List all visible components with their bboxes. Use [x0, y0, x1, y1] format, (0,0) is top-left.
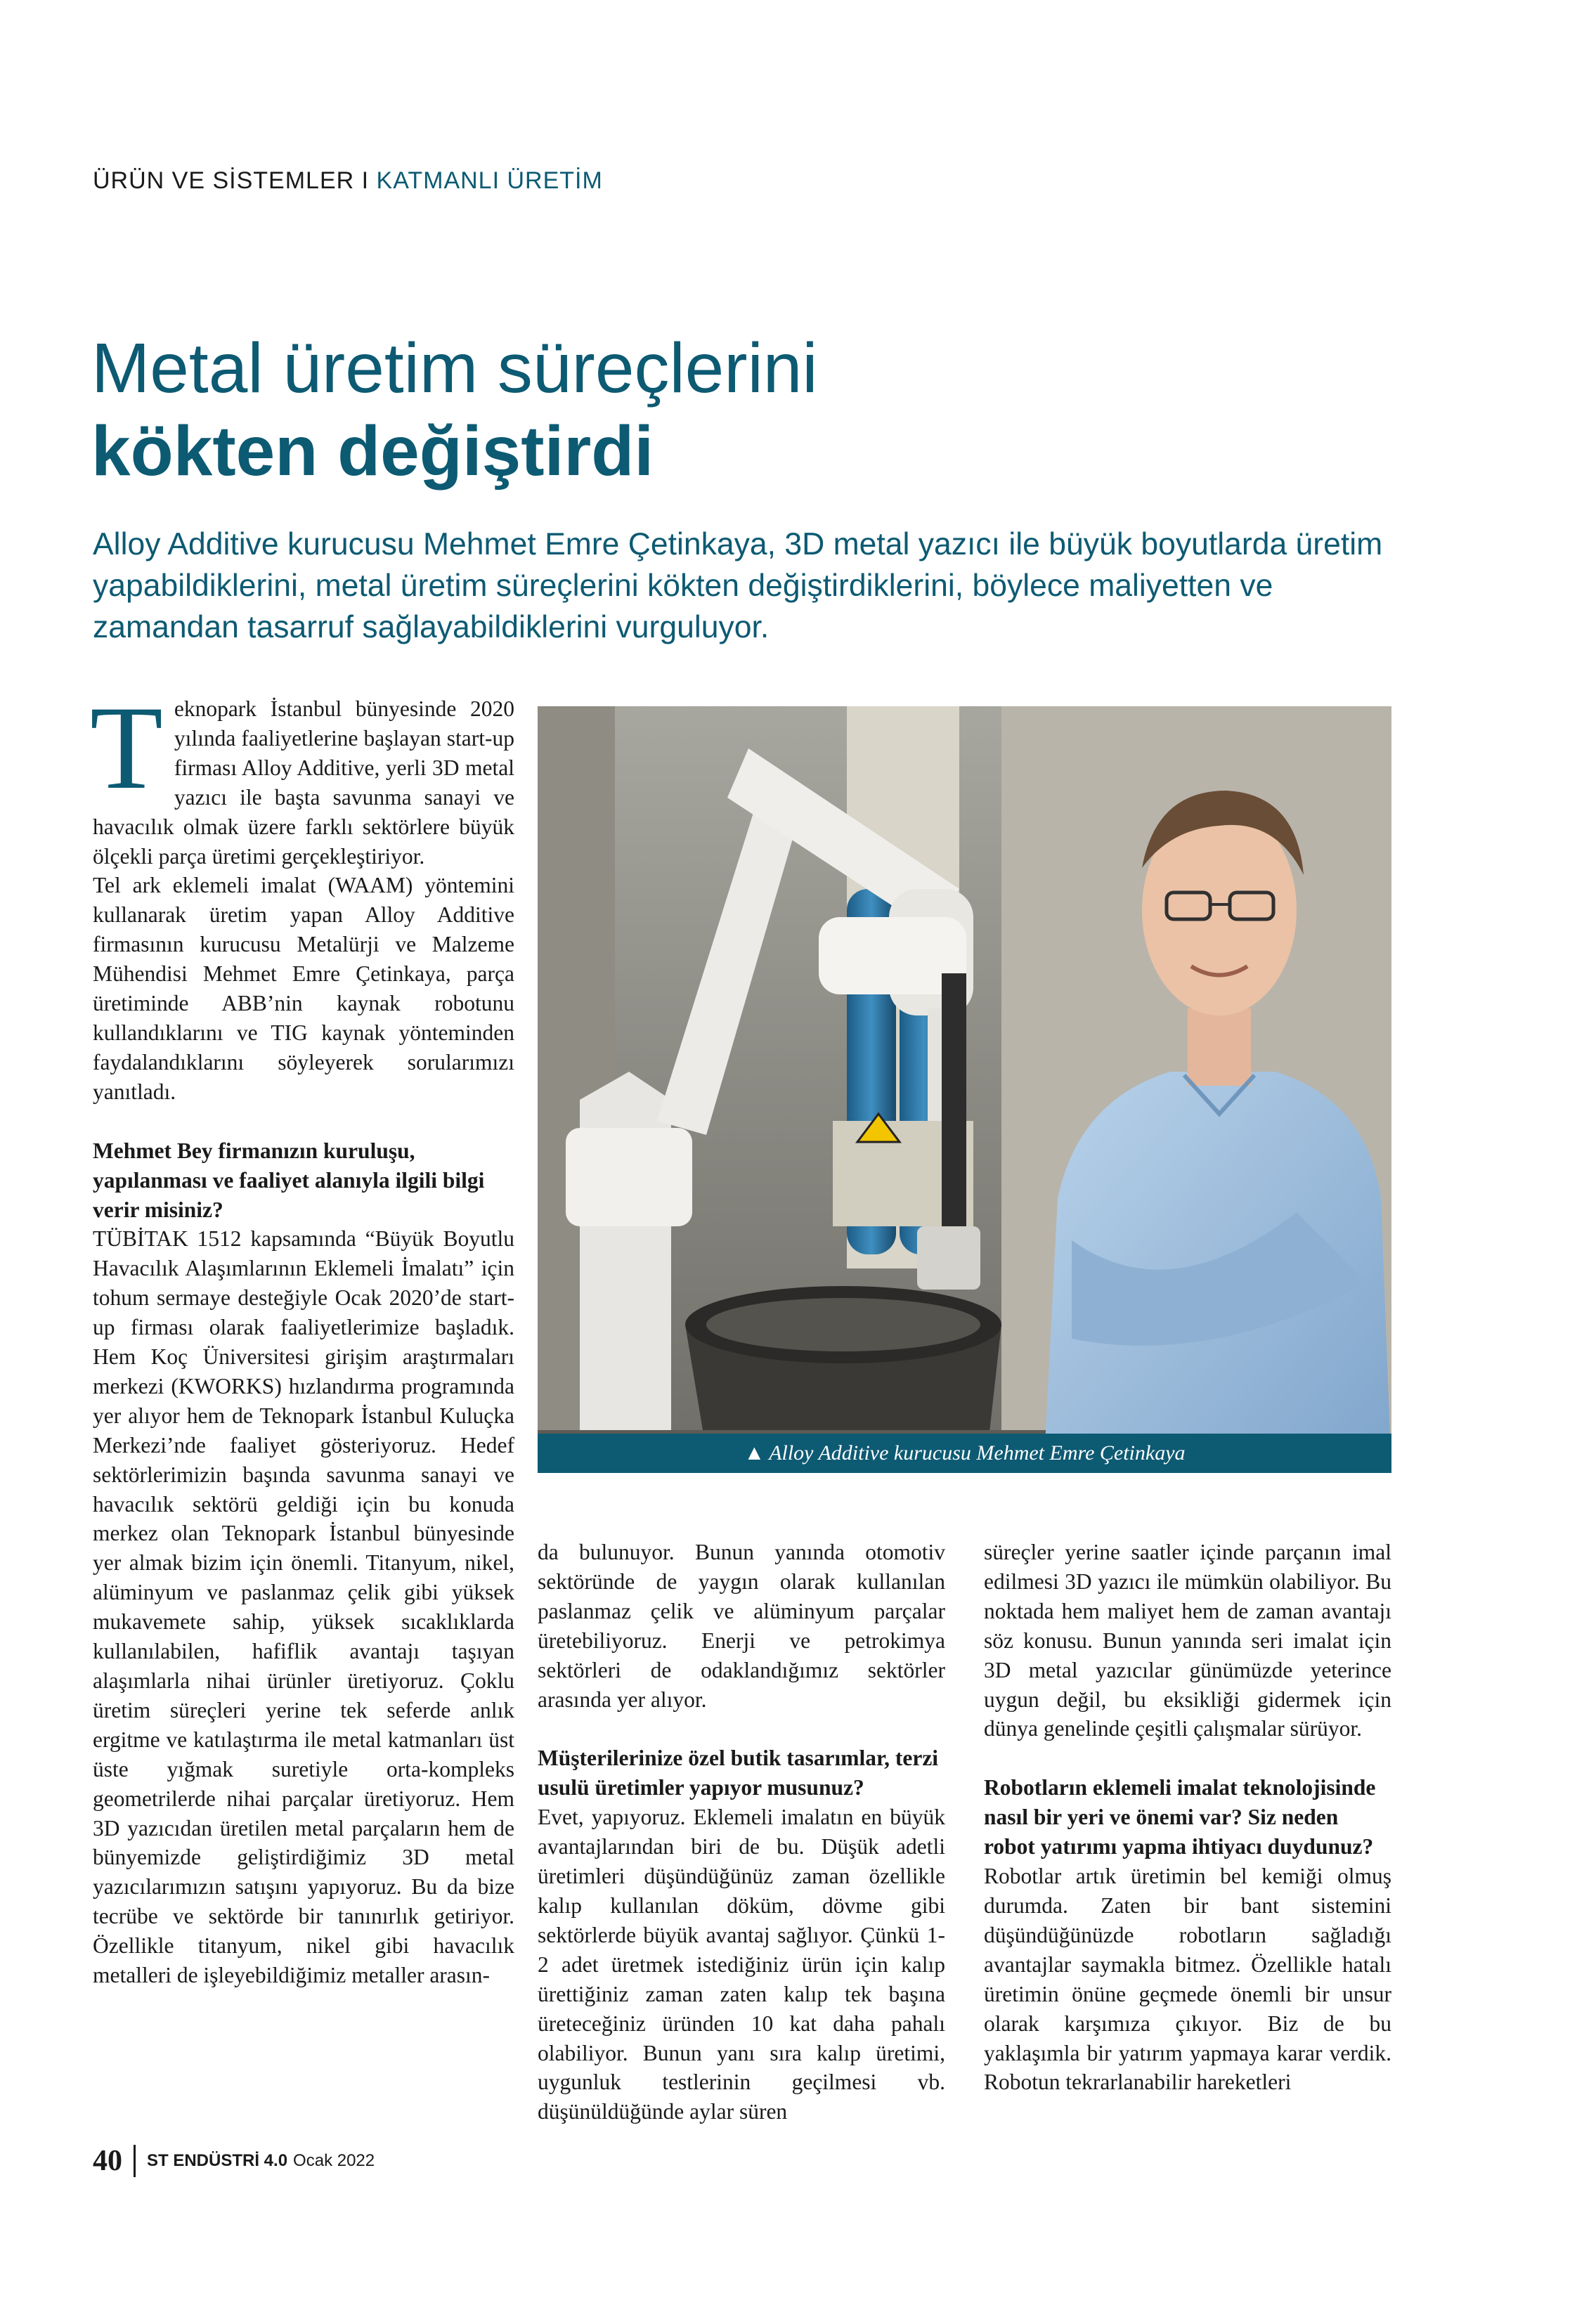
- column-2: [538, 1538, 945, 2127]
- section-tag: [93, 167, 603, 195]
- intro-text: eknopark İstanbul bünyesinde 2020 yılında faaliyetlerine başlayan start-up firması Alloy Additive, yerli 3D metal yazıcı ile başta savunma sanayi ve havacılık olmak üzere farklı sektörlere büyük ölçekli parça üretimi gerçekleştiriyor.: [93, 696, 514, 869]
- page-number: 40: [93, 2145, 122, 2177]
- column-3: [984, 1538, 1391, 2097]
- question-1: Mehmet Bey firmanızın kuruluşu, yapılanması ve faaliyet alanıyla ilgili bilgi verir misiniz?: [93, 1138, 485, 1222]
- photo-caption: [538, 1434, 1391, 1473]
- title-line-2: kökten değiştirdi: [91, 412, 654, 491]
- paragraph: süreçler yerine saatler içinde parçanın imal edilmesi 3D yazıcı ile mümkün olabiliyor. Bu noktada hem maliyet hem de zaman avantajı söz konusu. Bunun yanında seri imalat için 3D metal yazıcılar günümüzde yeterince uygun değil, bu eksikliği gidermek için dünya genelinde çeşitli çalışmalar sürüyor.: [984, 1540, 1391, 1741]
- paragraph: Tel ark eklemeli imalat (WAAM) yöntemini kullanarak üretim yapan Alloy Additive firmasının kurucusu Metalürji ve Malzeme Mühendisi Mehmet Emre Çetinkaya, parça üretiminde ABB’nin kaynak robotunu kullandıklarını ve TIG kaynak yönteminden faydalandıklarını söyleyerek sorularımızı yanıtladı.: [93, 873, 514, 1104]
- portrait-photo: [538, 706, 1391, 1472]
- answer-2: Evet, yapıyoruz. Eklemeli imalatın en büyük avantajlarından biri de bu. Düşük adetli üretimleri düşündüğünüz zaman özellikle kalıp kullanılan döküm, dövme gibi sektörlerde büyük avantaj sağlıyor. Çünkü 1-2 adet üretmek istediğiniz ürün için kalıp ürettiğiniz zaman zaten kalıp tek başına üreteceğiniz üründen 10 kat daha pahalı olabiliyor. Bunun yanı sıra kalıp üretimi, uygunluk testlerinin geçilmesi vb. düşünüldüğünde aylar süren: [538, 1805, 945, 2124]
- paragraph: da bulunuyor. Bunun yanında otomotiv sektöründe de yaygın olarak kullanılan paslanmaz çelik ve alüminyum parçalar üretebiliyoruz. Enerji ve petrokimya sektörleri de odaklandığımız sektörler arasında yer alıyor.: [538, 1540, 945, 1712]
- question-3: Robotların eklemeli imalat teknolojisinde nasıl bir yeri ve önemi var? Siz neden robot yatırımı yapma ihtiyacı duydunuz?: [984, 1775, 1376, 1859]
- article-lede: Alloy Additive kurucusu Mehmet Emre Çetinkaya, 3D metal yazıcı ile büyük boyutlarda üretim yapabildiklerini, metal üretim süreçlerini kökten değiştirdiklerini, böylece maliyetten ve zamandan tasarruf sağlayabildiklerini vurguluyor.: [93, 527, 1383, 644]
- title-line-1: Metal üretim süreçlerini: [91, 329, 818, 408]
- triangle-icon: ▲: [744, 1441, 765, 1465]
- question-2: Müşterilerinize özel butik tasarımlar, terzi usulü üretimler yapıyor musunuz?: [538, 1746, 939, 1800]
- publication-name: ST ENDÜSTRİ 4.0: [147, 2151, 288, 2170]
- section-label: ÜRÜN VE SİSTEMLER I: [93, 167, 377, 194]
- caption-text: Alloy Additive kurucusu Mehmet Emre Çetinkaya: [769, 1441, 1186, 1465]
- category-label: KATMANLI ÜRETİM: [376, 167, 603, 194]
- workshop-photo-illustration: [538, 706, 1391, 1472]
- dropcap: T: [90, 682, 163, 814]
- answer-3: Robotlar artık üretimin bel kemiği olmuş durumda. Zaten bir bant sistemini düşündüğünüzde robotların sağladığı avantajlar saymakla bitmez. Özellikle hatalı üretimin önüne geçmede önemli bir unsur olarak karşımıza çıkıyor. Biz de bu yaklaşımla bir yatırım yapmaya karar verdik. Robotun tekrarlanabilir hareketleri: [984, 1864, 1391, 2095]
- intro-paragraph: [90, 682, 514, 871]
- column-1: [90, 682, 514, 1990]
- issue-date: Ocak 2022: [293, 2151, 375, 2170]
- article-title: [91, 327, 818, 493]
- footer-divider: [134, 2145, 136, 2177]
- page-footer: [93, 2143, 375, 2179]
- answer-1: TÜBİTAK 1512 kapsamında “Büyük Boyutlu Havacılık Alaşımlarının Eklemeli İmalatı” için tohum sermaye desteğiyle Ocak 2020’de start-up firması olarak faaliyetlerimize başladık. Hem Koç Üniversitesi girişim araştırmaları merkezi (KWORKS) hızlandırma programında yer alıyor hem de Teknopark İstanbul Kuluçka Merkezi’nde faaliyet gösteriyoruz. Hedef sektörlerimizin başında savunma sanayi ve havacılık sektörü geldiği için bu konuda merkez olan Teknopark İstanbul bünyesinde yer almak bizim için önemli. Titanyum, nikel, alüminyum ve paslanmaz çelik gibi yüksek mukavemete sahip, yüksek sıcaklıklarda kullanılabilen, hafiflik avantajı taşıyan alaşımlarla nihai ürünler üretiyoruz. Çoklu üretim süreçleri yerine tek seferde anlık ergitme ve katılaştırma ile metal katmanları üst üste yığmak suretiyle orta-kompleks geometrilerde nihai parçalar üretiyoruz. Hem 3D yazıcıdan üretilen metal parçaların hem de bünyemizde geliştirdiğimiz 3D metal yazıcılarımızın satışını yapıyoruz. Bu da bize tecrübe ve sektörde bir tanınırlık getiriyor. Özellikle titanyum, nikel gibi havacılık metalleri de işleyebildiğimiz metaller arasın-: [93, 1226, 514, 1988]
